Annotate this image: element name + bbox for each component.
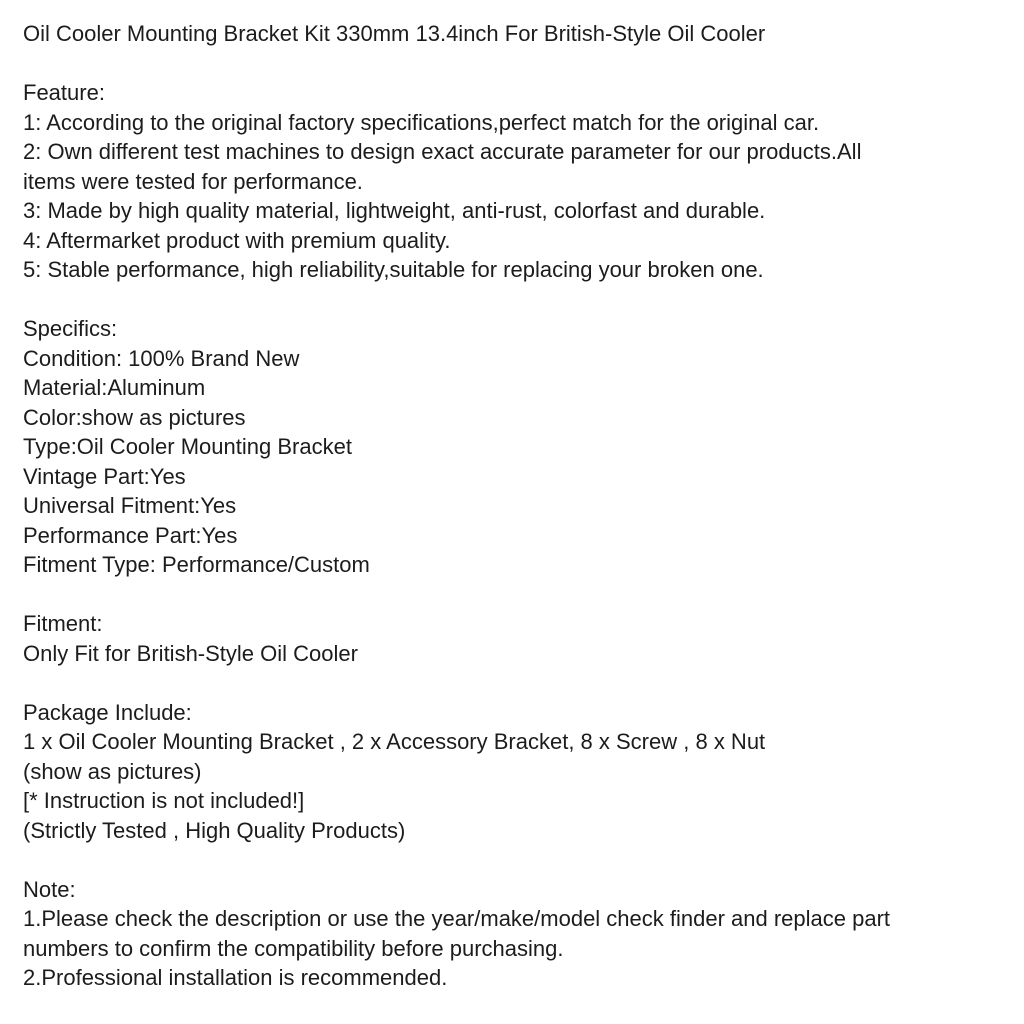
section-package-include bbox=[23, 698, 1004, 846]
text-line: Type:Oil Cooler Mounting Bracket bbox=[23, 434, 352, 459]
text-line: Only Fit for British-Style Oil Cooler bbox=[23, 640, 358, 666]
section-heading: Note: bbox=[23, 876, 76, 902]
section-heading: Fitment: bbox=[23, 611, 103, 636]
section-heading: Specifics: bbox=[23, 316, 118, 341]
text-line: 4: Aftermarket product with premium quality. bbox=[23, 227, 451, 253]
text-line: Material:Aluminum bbox=[23, 375, 206, 400]
text-line: 1 x Oil Cooler Mounting Bracket , 2 x Accessory Bracket, 8 x Screw , 8 x Nut bbox=[23, 729, 766, 754]
text-line: items were tested for performance. bbox=[23, 168, 363, 194]
text-line: Condition: 100% Brand New bbox=[23, 345, 300, 371]
text-line: 1: According to the original factory specifications,perfect match for the original car. bbox=[23, 109, 820, 135]
section-specifics bbox=[23, 314, 1004, 580]
text-line: Color:show as pictures bbox=[23, 404, 246, 430]
text-line: 5: Stable performance, high reliability,suitable for replacing your broken one. bbox=[23, 257, 764, 282]
product-title: Oil Cooler Mounting Bracket Kit 330mm 13.4inch For British-Style Oil Cooler bbox=[23, 21, 766, 46]
text-line: Universal Fitment:Yes bbox=[23, 493, 237, 518]
section-feature bbox=[23, 78, 1004, 285]
text-line: Fitment Type: Performance/Custom bbox=[23, 552, 370, 577]
section-note bbox=[23, 875, 1004, 993]
text-line: 2.Professional installation is recommended. bbox=[23, 965, 448, 990]
text-line: numbers to confirm the compatibility before purchasing. bbox=[23, 935, 564, 961]
text-line: 3: Made by high quality material, lightweight, anti-rust, colorfast and durable. bbox=[23, 198, 766, 223]
text-line: [* Instruction is not included!] bbox=[23, 788, 305, 813]
text-line: Performance Part:Yes bbox=[23, 522, 238, 548]
section-fitment bbox=[23, 609, 1004, 668]
text-line: (Strictly Tested , High Quality Products) bbox=[23, 817, 406, 843]
text-line: 1.Please check the description or use the year/make/model check finder and replace part bbox=[23, 906, 891, 931]
text-line: 2: Own different test machines to design exact accurate parameter for our products.All bbox=[23, 139, 862, 164]
section-heading: Package Include: bbox=[23, 699, 192, 725]
section-heading: Feature: bbox=[23, 80, 105, 105]
product-title-paragraph bbox=[23, 19, 1004, 49]
text-line: Vintage Part:Yes bbox=[23, 463, 186, 489]
text-line: (show as pictures) bbox=[23, 758, 202, 784]
